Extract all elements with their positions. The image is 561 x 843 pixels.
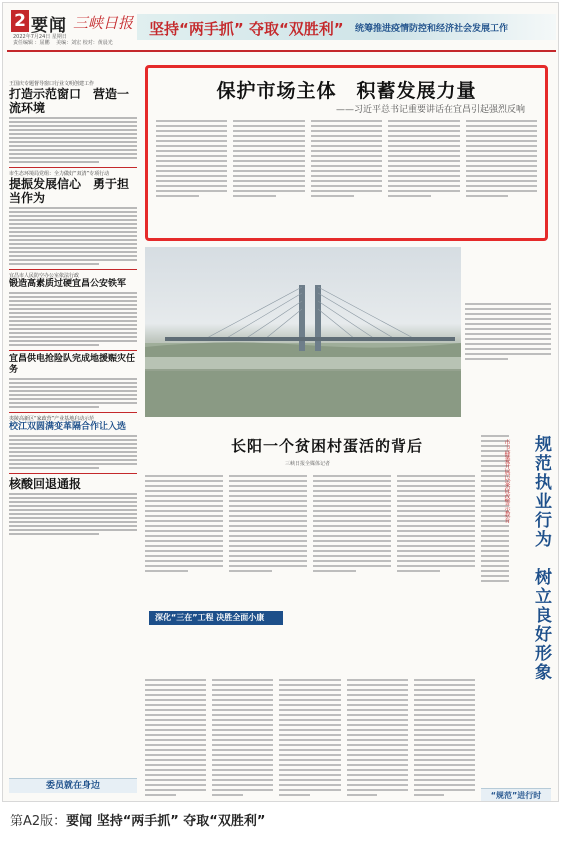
middle-body [145,475,475,575]
article-kicker: 宜昌市人民防空办公室依法行政 [9,273,80,279]
newspaper-page [2,2,559,802]
left-article-6[interactable] [9,477,137,535]
page-caption [10,810,265,829]
section-tag-banner: 深化“三在”工程 决胜全面小康 [149,611,283,625]
featured-article[interactable] [145,65,548,241]
article-title[interactable]: 宜昌供电抢险队完成地援赈灾任务 [9,354,136,375]
news-photo[interactable] [145,247,461,417]
article-kicker: 市生态环境局党组：全力做好“双清”专项行动 [9,171,110,177]
middle-article[interactable] [145,435,475,675]
article-title[interactable]: 核酸回退通报 [9,477,82,491]
bridge-photo-graphic [145,247,461,417]
left-column [9,81,137,793]
featured-subtitle: ——习近平总书记重要讲话在宜昌引起强烈反响 [335,105,525,115]
left-article-4[interactable] [9,354,137,408]
middle-byline: 三峡日报全媒体记者 [285,461,331,467]
left-footer-banner: 委员就在身边 [9,778,137,793]
paper-logo: 三峡日报 [73,14,134,32]
masthead [7,8,556,52]
issue-date: 2022年7月24日 星期日 [13,34,67,40]
article-kicker: 夷陵高新区“家政营”产业基地启动示范 [9,416,95,422]
article-title[interactable]: 提振发展信心 勇于担当作为 [9,177,130,205]
right-title[interactable]: 规范执业行为 树立良好形象 [531,435,551,682]
photo-caption [465,303,551,363]
left-article-3[interactable] [9,273,137,346]
bottom-body [145,679,475,799]
banner-sub: 统筹推进疫情防控和经济社会发展工作 [355,24,509,34]
article-kicker: 王国庆专题督导窗口行业文明创建工作 [9,81,95,87]
featured-title[interactable]: 保护市场主体 积蓄发展力量 [216,80,477,102]
banner-main: 坚持“两手抓” 夺取“双胜利” [149,20,344,38]
page-number: 2 [11,10,29,32]
section-name: 要闻 [31,16,67,36]
article-title[interactable]: 打造示范窗口 营造一流环境 [9,87,130,115]
page-caption-text[interactable]: 要闻 坚持“两手抓” 夺取“双胜利” [66,814,266,829]
left-article-5[interactable] [9,416,137,469]
left-article-2[interactable] [9,171,137,265]
article-title[interactable]: 校江双圆满变革隔合作让入选 [9,422,127,432]
right-kicker: 市卫健委开展以案促改警示教育 [503,439,510,523]
middle-title[interactable]: 长阳一个贫困村蛋活的背后 [231,437,424,455]
page-caption-label: 第A2版： [10,814,67,829]
editor-credits: 责任编辑 ：屈鹏 美编：刘宏 校对：黄晨光 [13,40,113,46]
article-title[interactable]: 锻造高素质过硬宜昌公安铁军 [9,279,127,289]
topic-banner [137,14,556,40]
date-line [13,34,123,46]
featured-body [156,120,537,232]
left-article-1[interactable] [9,81,137,163]
right-article[interactable] [481,435,551,802]
right-footer-banner: “规范”进行时 [481,788,551,802]
